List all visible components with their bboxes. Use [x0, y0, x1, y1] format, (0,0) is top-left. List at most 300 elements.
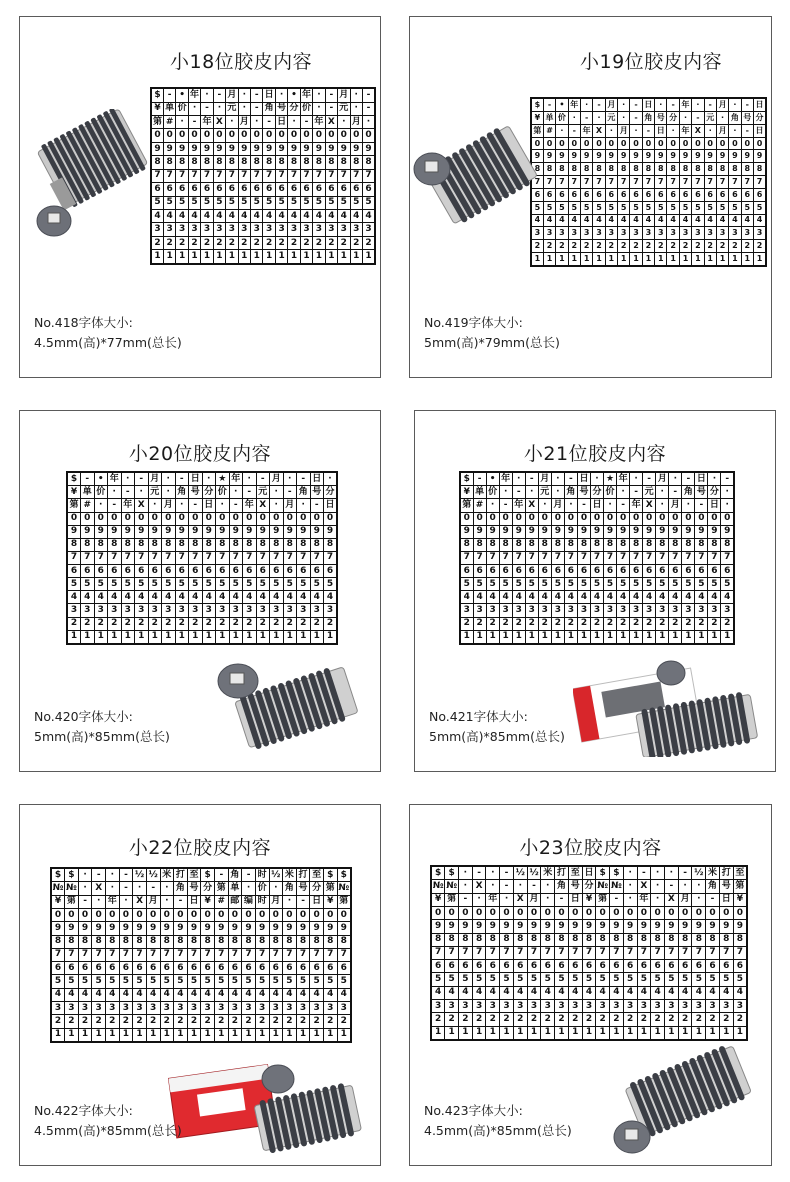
grid-cell: 角 [228, 868, 242, 882]
grid-cell: 5 [251, 196, 263, 209]
grid-cell: 3 [78, 1001, 92, 1014]
grid-cell: 9 [630, 525, 643, 538]
grid-cell: 1 [135, 630, 149, 644]
grid-cell: 9 [310, 922, 324, 935]
grid-cell: 4 [445, 986, 459, 999]
grid-cell: 2 [704, 240, 716, 253]
grid-cell: 8 [618, 163, 630, 176]
grid-cell: 0 [283, 909, 297, 922]
grid-cell: 1 [643, 630, 656, 644]
grid-cell: 0 [630, 512, 643, 525]
grid-cell: 7 [499, 551, 512, 564]
grid-cell: 1 [255, 1028, 269, 1042]
grid-cell: 5 [678, 973, 692, 986]
grid-row [431, 933, 747, 946]
grid-cell: 月 [146, 895, 160, 908]
grid-cell: 8 [499, 538, 512, 551]
grid-cell: - [325, 88, 337, 102]
grid-cell: 0 [296, 909, 310, 922]
grid-cell: 1 [513, 1026, 527, 1040]
grid-cell: 1 [499, 630, 512, 644]
grid-cell: 9 [577, 525, 590, 538]
grid-cell: 7 [527, 946, 541, 959]
grid-cell: 7 [643, 551, 656, 564]
grid-cell: · [721, 486, 734, 499]
grid-cell: 1 [679, 252, 691, 266]
grid-cell: 5 [473, 578, 486, 591]
grid-cell: 3 [472, 999, 486, 1012]
grid-cell: 9 [604, 525, 617, 538]
grid-cell: 6 [473, 565, 486, 578]
grid-cell: 4 [176, 209, 188, 222]
grid-cell: 3 [92, 1001, 106, 1014]
grid-cell: 5 [324, 975, 338, 988]
grid-cell: 1 [81, 630, 95, 644]
grid-cell: · [651, 880, 665, 893]
grid-cell: · [162, 472, 176, 486]
grid-cell: - [500, 866, 514, 880]
grid-cell: 7 [201, 169, 213, 182]
grid-cell: 6 [692, 960, 706, 973]
grid-cell: 1 [243, 630, 257, 644]
grid-cell: · [667, 124, 679, 137]
grid-cell: 4 [67, 591, 81, 604]
grid-row [531, 176, 766, 189]
grid-cell: 3 [605, 227, 617, 240]
grid-cell: № [65, 882, 79, 895]
grid-cell: 9 [148, 525, 162, 538]
grid-cell: 元 [226, 102, 238, 115]
grid-cell: - [695, 499, 708, 512]
card-title: 小23位胶皮内容 [519, 837, 662, 859]
grid-cell: 分 [324, 486, 338, 499]
grid-cell: 1 [297, 630, 311, 644]
grid-cell: 4 [582, 986, 596, 999]
grid-cell: 6 [531, 188, 543, 201]
grid-row [151, 196, 375, 209]
grid-cell: 2 [630, 617, 643, 630]
grid-cell: 0 [473, 512, 486, 525]
grid-cell: 1 [175, 630, 189, 644]
grid-cell: 2 [721, 617, 734, 630]
grid-cell: 4 [682, 591, 695, 604]
grid-cell: · [106, 882, 120, 895]
grid-cell: 9 [678, 920, 692, 933]
grid-row [531, 227, 766, 240]
grid-cell: 0 [458, 907, 472, 920]
grid-cell: 2 [283, 617, 297, 630]
grid-cell: 号 [655, 112, 667, 125]
grid-cell: 5 [297, 578, 311, 591]
grid-cell: 2 [500, 1013, 514, 1026]
grid-cell: 1 [310, 1028, 324, 1042]
grid-cell: 3 [512, 604, 525, 617]
grid-cell: 1 [263, 250, 275, 264]
grid-cell: · [678, 880, 692, 893]
grid-cell: - [512, 486, 525, 499]
grid-cell: 7 [228, 948, 242, 961]
grid-cell: 5 [679, 201, 691, 214]
grid-cell: 5 [296, 975, 310, 988]
grid-cell: 号 [719, 880, 733, 893]
grid-cell: 8 [338, 156, 350, 169]
grid-cell: · [243, 472, 257, 486]
grid-cell: 6 [741, 188, 753, 201]
grid-cell: 2 [269, 1015, 283, 1028]
grid-cell: 1 [741, 252, 753, 266]
grid-cell: 3 [350, 223, 362, 236]
grid-cell: 6 [324, 565, 338, 578]
grid-cell: 年 [486, 893, 500, 906]
size-spec: 5mm(高)*79mm(总长) [424, 335, 560, 350]
grid-cell: · [78, 868, 92, 882]
grid-cell: 7 [486, 551, 499, 564]
grid-cell: 7 [664, 946, 678, 959]
grid-row [151, 183, 375, 196]
grid-cell: 2 [151, 236, 163, 249]
grid-cell: 2 [228, 1015, 242, 1028]
grid-row [431, 866, 747, 880]
grid-cell: 0 [580, 137, 592, 150]
grid-cell: - [188, 116, 200, 129]
grid-cell: 4 [596, 986, 610, 999]
grid-cell: ¥ [324, 895, 338, 908]
grid-cell: 6 [577, 565, 590, 578]
grid-cell: 7 [106, 948, 120, 961]
grid-cell: - [229, 499, 243, 512]
grid-cell: 8 [133, 935, 147, 948]
grid-cell: 年 [188, 88, 200, 102]
grid-cell: 0 [310, 909, 324, 922]
grid-cell: 5 [568, 201, 580, 214]
grid-cell: 4 [577, 591, 590, 604]
grid-cell: 3 [445, 999, 459, 1012]
grid-cell: 0 [65, 909, 79, 922]
grid-cell: 0 [189, 512, 203, 525]
grid-cell: 9 [310, 525, 324, 538]
grid-cell: 2 [568, 240, 580, 253]
grid-cell: 4 [108, 591, 122, 604]
grid-cell: - [213, 88, 225, 102]
grid-cell: 8 [541, 933, 555, 946]
grid-cell: 月 [238, 116, 250, 129]
grid-cell: 3 [324, 1001, 338, 1014]
grid-cell: 角 [729, 112, 741, 125]
grid-row [151, 156, 375, 169]
grid-row [67, 525, 337, 538]
grid-cell: 6 [541, 960, 555, 973]
grid-cell: X [593, 124, 605, 137]
grid-cell: · [664, 866, 678, 880]
grid-cell: 9 [288, 142, 300, 155]
grid-cell: 3 [283, 604, 297, 617]
grid-cell: $ [151, 88, 163, 102]
grid-cell: 6 [669, 565, 682, 578]
grid-cell: 6 [283, 962, 297, 975]
grid-cell: 6 [458, 960, 472, 973]
grid-cell: · [160, 895, 174, 908]
grid-cell: 日 [577, 472, 590, 486]
grid-cell: - [568, 124, 580, 137]
grid-row [460, 551, 734, 564]
grid-cell: 2 [582, 1013, 596, 1026]
grid-cell: 1 [655, 252, 667, 266]
grid-cell: · [297, 499, 311, 512]
grid-cell: 5 [121, 578, 135, 591]
grid-cell: 3 [229, 604, 243, 617]
grid-cell: 8 [310, 538, 324, 551]
grid-cell: 6 [630, 188, 642, 201]
grid-cell: 7 [604, 551, 617, 564]
grid-cell: - [667, 98, 679, 112]
grid-cell: 3 [296, 1001, 310, 1014]
grid-cell: 8 [119, 935, 133, 948]
grid-cell: 8 [656, 538, 669, 551]
grid-cell: 0 [682, 512, 695, 525]
grid-cell: 1 [283, 630, 297, 644]
grid-cell: 1 [229, 630, 243, 644]
grid-cell: 角 [682, 486, 695, 499]
grid-cell: - [362, 88, 375, 102]
grid-cell: 5 [300, 196, 312, 209]
grid-cell: - [564, 472, 577, 486]
grid-cell: 4 [513, 986, 527, 999]
grid-cell: 1 [604, 630, 617, 644]
grid-cell: 4 [555, 986, 569, 999]
grid-cell: 1 [460, 630, 473, 644]
grid-cell: 1 [92, 1028, 106, 1042]
grid-cell: - [543, 98, 555, 112]
grid-cell: 3 [201, 1001, 215, 1014]
grid-cell: 9 [296, 922, 310, 935]
grid-cell: 1 [695, 630, 708, 644]
grid-row [51, 868, 351, 882]
grid-cell: 3 [313, 223, 325, 236]
grid-cell: 1 [188, 250, 200, 264]
grid-cell: - [637, 866, 651, 880]
grid-cell: 角 [706, 880, 720, 893]
grid-cell: 7 [338, 169, 350, 182]
grid-cell: 日 [187, 895, 201, 908]
grid-cell: 9 [525, 525, 538, 538]
grid-row [151, 102, 375, 115]
grid-cell: · [238, 102, 250, 115]
grid-cell: 7 [174, 948, 188, 961]
grid-cell: 0 [310, 512, 324, 525]
grid-cell: 分 [310, 882, 324, 895]
grid-row [431, 1013, 747, 1026]
grid-cell: 6 [704, 188, 716, 201]
grid-cell: 5 [582, 973, 596, 986]
grid-cell: ¥ [431, 893, 445, 906]
grid-cell: 2 [719, 1013, 733, 1026]
grid-cell: 8 [617, 538, 630, 551]
grid-cell: - [242, 868, 256, 882]
grid-cell: · [251, 116, 263, 129]
grid-cell: 2 [119, 1015, 133, 1028]
grid-cell: · [350, 88, 362, 102]
grid-cell: 5 [513, 973, 527, 986]
grid-cell: ¥ [582, 893, 596, 906]
grid-cell: · [288, 116, 300, 129]
grid-row [460, 604, 734, 617]
grid-cell: · [568, 112, 580, 125]
grid-cell: 7 [525, 551, 538, 564]
grid-cell: 3 [162, 604, 176, 617]
grid-cell: 2 [202, 617, 216, 630]
grid-cell: 8 [263, 156, 275, 169]
grid-row [51, 935, 351, 948]
grid-cell: 5 [630, 578, 643, 591]
grid-row [67, 591, 337, 604]
grid-cell: · [313, 88, 325, 102]
grid-cell: 6 [202, 565, 216, 578]
spec-text [34, 313, 182, 353]
grid-cell: 2 [255, 1015, 269, 1028]
grid-cell: 5 [310, 975, 324, 988]
grid-cell: 第 [65, 895, 79, 908]
grid-cell: - [555, 893, 569, 906]
grid-cell: 2 [297, 617, 311, 630]
grid-cell: 8 [630, 538, 643, 551]
grid-row [67, 630, 337, 644]
grid-cell: · [623, 893, 637, 906]
grid-cell: 0 [679, 137, 691, 150]
grid-cell: 7 [577, 551, 590, 564]
grid-cell: 6 [148, 565, 162, 578]
grid-cell: 4 [148, 591, 162, 604]
grid-cell: 1 [527, 1026, 541, 1040]
grid-cell: 9 [512, 525, 525, 538]
grid-cell: 0 [582, 907, 596, 920]
grid-cell: 1 [568, 1026, 582, 1040]
grid-cell: · [525, 486, 538, 499]
grid-cell: 5 [593, 201, 605, 214]
grid-cell: 3 [213, 223, 225, 236]
grid-cell: 9 [174, 922, 188, 935]
grid-cell: 1 [256, 630, 270, 644]
grid-cell: 2 [667, 240, 679, 253]
grid-cell: 6 [655, 188, 667, 201]
grid-cell: 8 [201, 935, 215, 948]
grid-cell: 9 [656, 525, 669, 538]
grid-cell: · [729, 98, 741, 112]
grid-row [51, 988, 351, 1001]
grid-cell: 3 [643, 604, 656, 617]
grid-cell: 7 [296, 948, 310, 961]
grid-cell: 分 [590, 486, 603, 499]
grid-cell: · [283, 895, 297, 908]
grid-cell: 7 [78, 948, 92, 961]
grid-cell: · [275, 88, 287, 102]
grid-cell: 9 [473, 525, 486, 538]
grid-cell: 0 [92, 909, 106, 922]
grid-row [531, 214, 766, 227]
model-number: No.418字体大小: [34, 315, 133, 330]
grid-cell: 0 [719, 907, 733, 920]
grid-cell: 1 [146, 1028, 160, 1042]
grid-cell: 7 [706, 946, 720, 959]
grid-cell: 价 [486, 486, 499, 499]
product-card-418 [19, 16, 381, 378]
grid-cell: 0 [243, 512, 257, 525]
grid-row [51, 895, 351, 908]
grid-cell: 1 [721, 630, 734, 644]
grid-cell: 8 [651, 933, 665, 946]
grid-cell: · [213, 102, 225, 115]
grid-cell: 4 [228, 988, 242, 1001]
grid-cell: · [92, 895, 106, 908]
grid-cell: 0 [163, 129, 175, 142]
grid-cell: 8 [251, 156, 263, 169]
grid-cell: · [458, 866, 472, 880]
grid-cell: 至 [733, 866, 747, 880]
grid-cell: 6 [310, 565, 324, 578]
grid-cell: 5 [175, 578, 189, 591]
grid-cell: 9 [679, 150, 691, 163]
grid-cell: - [78, 895, 92, 908]
grid-cell: 1 [596, 1026, 610, 1040]
grid-cell: 6 [275, 183, 287, 196]
grid-cell: 5 [201, 975, 215, 988]
grid-cell: 4 [729, 214, 741, 227]
grid-cell: № [431, 880, 445, 893]
grid-cell: 9 [568, 920, 582, 933]
grid-cell: 5 [486, 578, 499, 591]
grid-cell: • [94, 472, 108, 486]
grid-cell: 9 [188, 142, 200, 155]
grid-cell: 0 [255, 909, 269, 922]
grid-cell: 2 [512, 617, 525, 630]
grid-cell: 5 [618, 201, 630, 214]
grid-cell: 4 [630, 214, 642, 227]
grid-cell: 4 [135, 591, 149, 604]
grid-cell: 6 [255, 962, 269, 975]
grid-cell: 2 [300, 236, 312, 249]
grid-cell: 0 [324, 512, 338, 525]
grid-row [67, 472, 337, 486]
grid-cell: 3 [148, 604, 162, 617]
grid-cell: 2 [283, 1015, 297, 1028]
grid-cell: - [119, 868, 133, 882]
grid-cell: · [551, 472, 564, 486]
grid-cell: 5 [288, 196, 300, 209]
grid-cell: 6 [543, 188, 555, 201]
grid-cell: 2 [296, 1015, 310, 1028]
grid-cell: 2 [513, 1013, 527, 1026]
grid-cell: 1 [706, 1026, 720, 1040]
grid-cell: 3 [238, 223, 250, 236]
grid-cell: 7 [679, 176, 691, 189]
grid-row [431, 920, 747, 933]
grid-cell: 5 [500, 973, 514, 986]
grid-cell: 4 [741, 214, 753, 227]
grid-cell: 5 [729, 201, 741, 214]
grid-cell: 0 [669, 512, 682, 525]
grid-cell: 号 [187, 882, 201, 895]
grid-cell: 5 [596, 973, 610, 986]
grid-cell: 8 [283, 935, 297, 948]
grid-cell: 0 [288, 129, 300, 142]
grid-cell: 2 [94, 617, 108, 630]
grid-cell: 7 [324, 948, 338, 961]
grid-cell: 4 [51, 988, 65, 1001]
product-card-420 [19, 410, 381, 772]
grid-cell: 7 [610, 946, 624, 959]
grid-cell: 9 [263, 142, 275, 155]
grid-cell: - [256, 472, 270, 486]
grid-cell: 7 [618, 176, 630, 189]
